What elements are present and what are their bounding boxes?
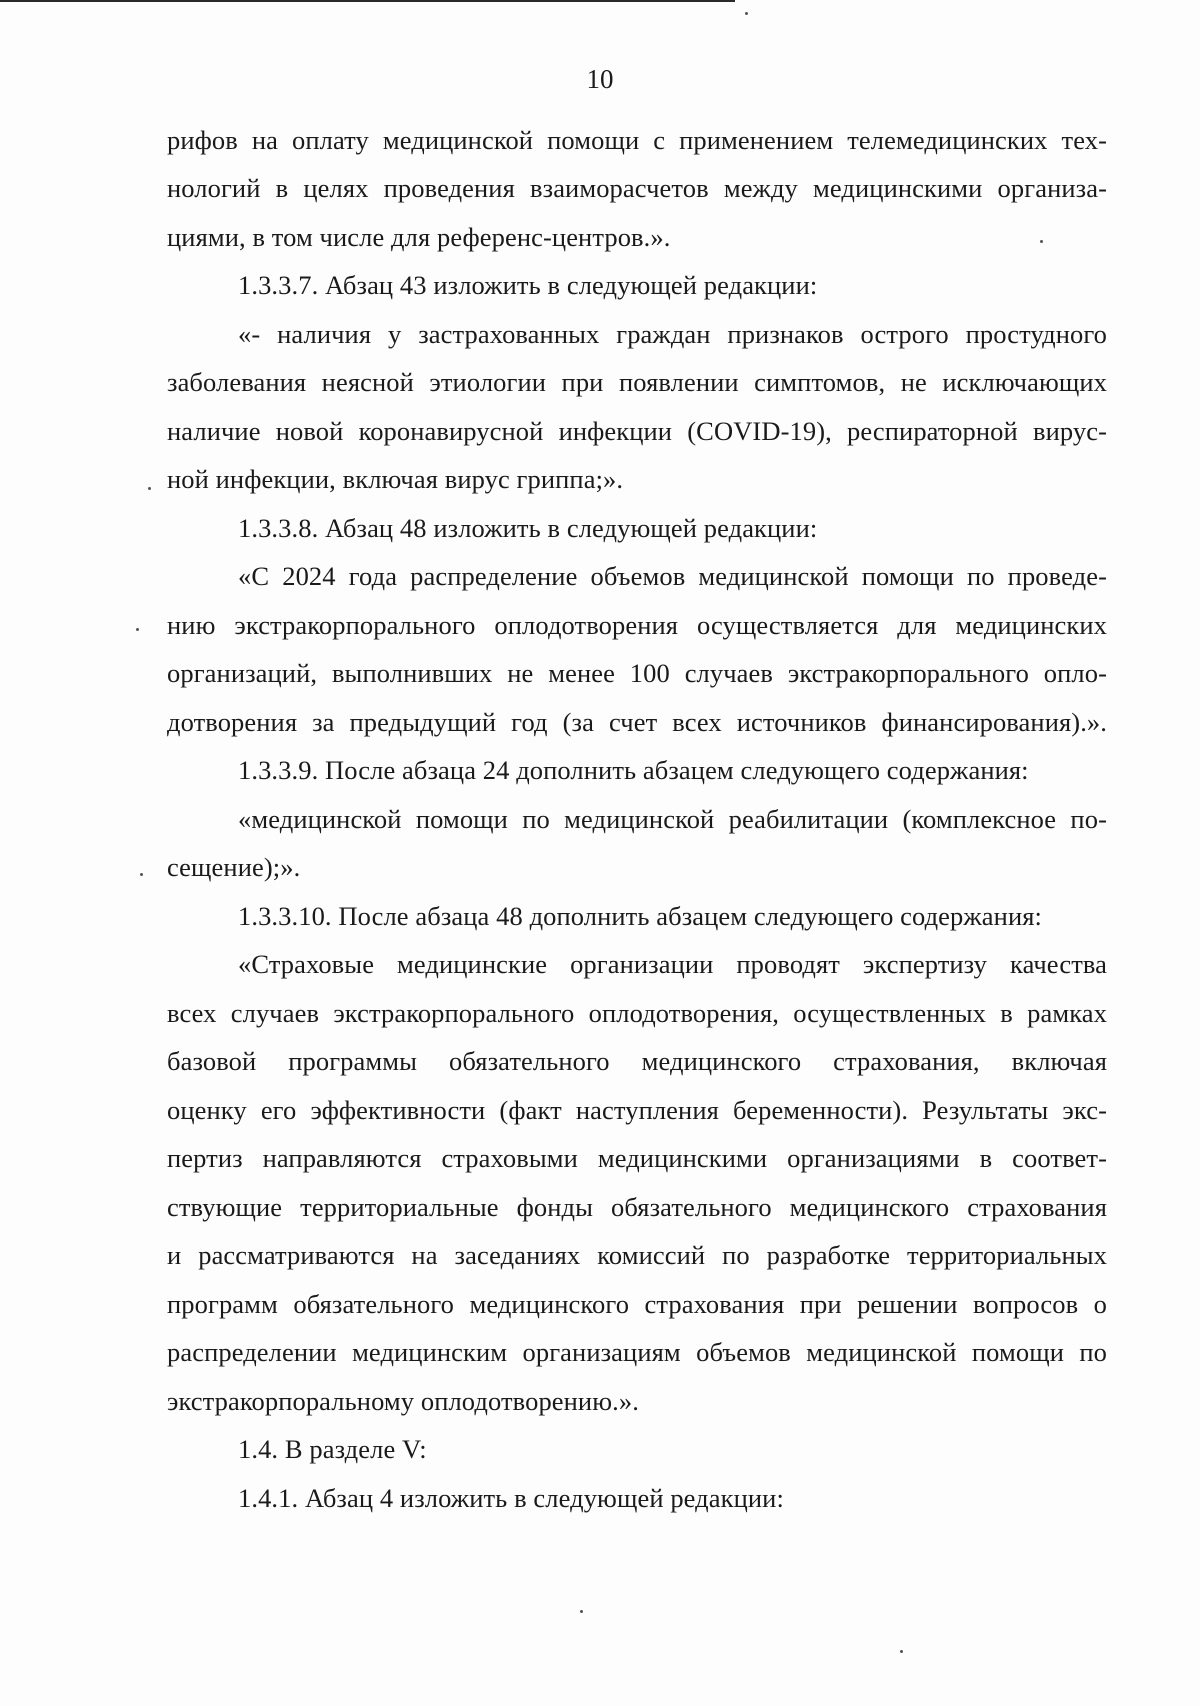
- scan-speck: [148, 487, 151, 490]
- scan-speck: [745, 12, 748, 15]
- text-line-8: ной инфекции, включая вирус гриппа;».: [167, 464, 624, 494]
- text-line-13: дотворения за предыдущий год (за счет всех источников финансирования).».: [167, 707, 1107, 737]
- text-line-3: циями, в том числе для референс-центров.».: [167, 222, 671, 252]
- text-line-22: пертиз направляются страховыми медицинскими организациями в соответ-: [167, 1143, 1107, 1173]
- section-heading-1-3-3-9: 1.3.3.9. После абзаца 24 дополнить абзацем следующего содержания:: [238, 755, 1029, 785]
- scan-speck: [580, 1610, 583, 1613]
- scan-speck: [140, 873, 143, 876]
- text-line-5: «- наличия у застрахованных граждан признаков острого простудного: [238, 319, 1107, 349]
- text-line-16: сещение);».: [167, 852, 301, 882]
- text-line-11: нию экстракорпорального оплодотворения осуществляется для медицинских: [167, 610, 1107, 640]
- text-line-6: заболевания неясной этиологии при появлении симптомов, не исключающих: [167, 367, 1107, 397]
- section-heading-1-3-3-10: 1.3.3.10. После абзаца 48 дополнить абзацем следующего содержания:: [238, 901, 1042, 931]
- top-border-line: [0, 0, 735, 2]
- text-line-21: оценку его эффективности (факт наступления беременности). Результаты экс-: [167, 1095, 1107, 1125]
- section-heading-1-3-3-8: 1.3.3.8. Абзац 48 изложить в следующей редакции:: [238, 513, 818, 543]
- text-line-27: экстракорпоральному оплодотворению.».: [167, 1386, 639, 1416]
- text-line-20: базовой программы обязательного медицинского страхования, включая: [167, 1046, 1107, 1076]
- text-line-15: «медицинской помощи по медицинской реабилитации (комплексное по-: [238, 804, 1107, 834]
- text-line-18: «Страховые медицинские организации проводят экспертизу качества: [238, 949, 1107, 979]
- section-heading-1-4-1: 1.4.1. Абзац 4 изложить в следующей редакции:: [238, 1483, 784, 1513]
- scan-speck: [1040, 240, 1043, 243]
- text-line-19: всех случаев экстракорпорального оплодотворения, осуществленных в рамках: [167, 998, 1107, 1028]
- scan-speck: [136, 628, 139, 631]
- text-line-7: наличие новой коронавирусной инфекции (COVID-19), респираторной вирус-: [167, 416, 1107, 446]
- text-line-23: ствующие территориальные фонды обязательного медицинского страхования: [167, 1192, 1107, 1222]
- text-line-1: рифов на оплату медицинской помощи с применением телемедицинских тех-: [167, 125, 1107, 155]
- page-number: 10: [586, 64, 614, 94]
- text-line-2: нологий в целях проведения взаиморасчетов между медицинскими организа-: [167, 173, 1107, 203]
- text-line-12: организаций, выполнивших не менее 100 случаев экстракорпорального опло-: [167, 658, 1107, 688]
- text-line-10: «С 2024 года распределение объемов медицинской помощи по проведе-: [238, 561, 1107, 591]
- text-line-26: распределении медицинским организациям объемов медицинской помощи по: [167, 1337, 1107, 1367]
- scan-speck: [900, 1650, 903, 1653]
- text-line-24: и рассматриваются на заседаниях комиссий по разработке территориальных: [167, 1240, 1107, 1270]
- text-line-25: программ обязательного медицинского страхования при решении вопросов о: [167, 1289, 1107, 1319]
- section-heading-1-3-3-7: 1.3.3.7. Абзац 43 изложить в следующей редакции:: [238, 270, 818, 300]
- section-heading-1-4: 1.4. В разделе V:: [238, 1434, 427, 1464]
